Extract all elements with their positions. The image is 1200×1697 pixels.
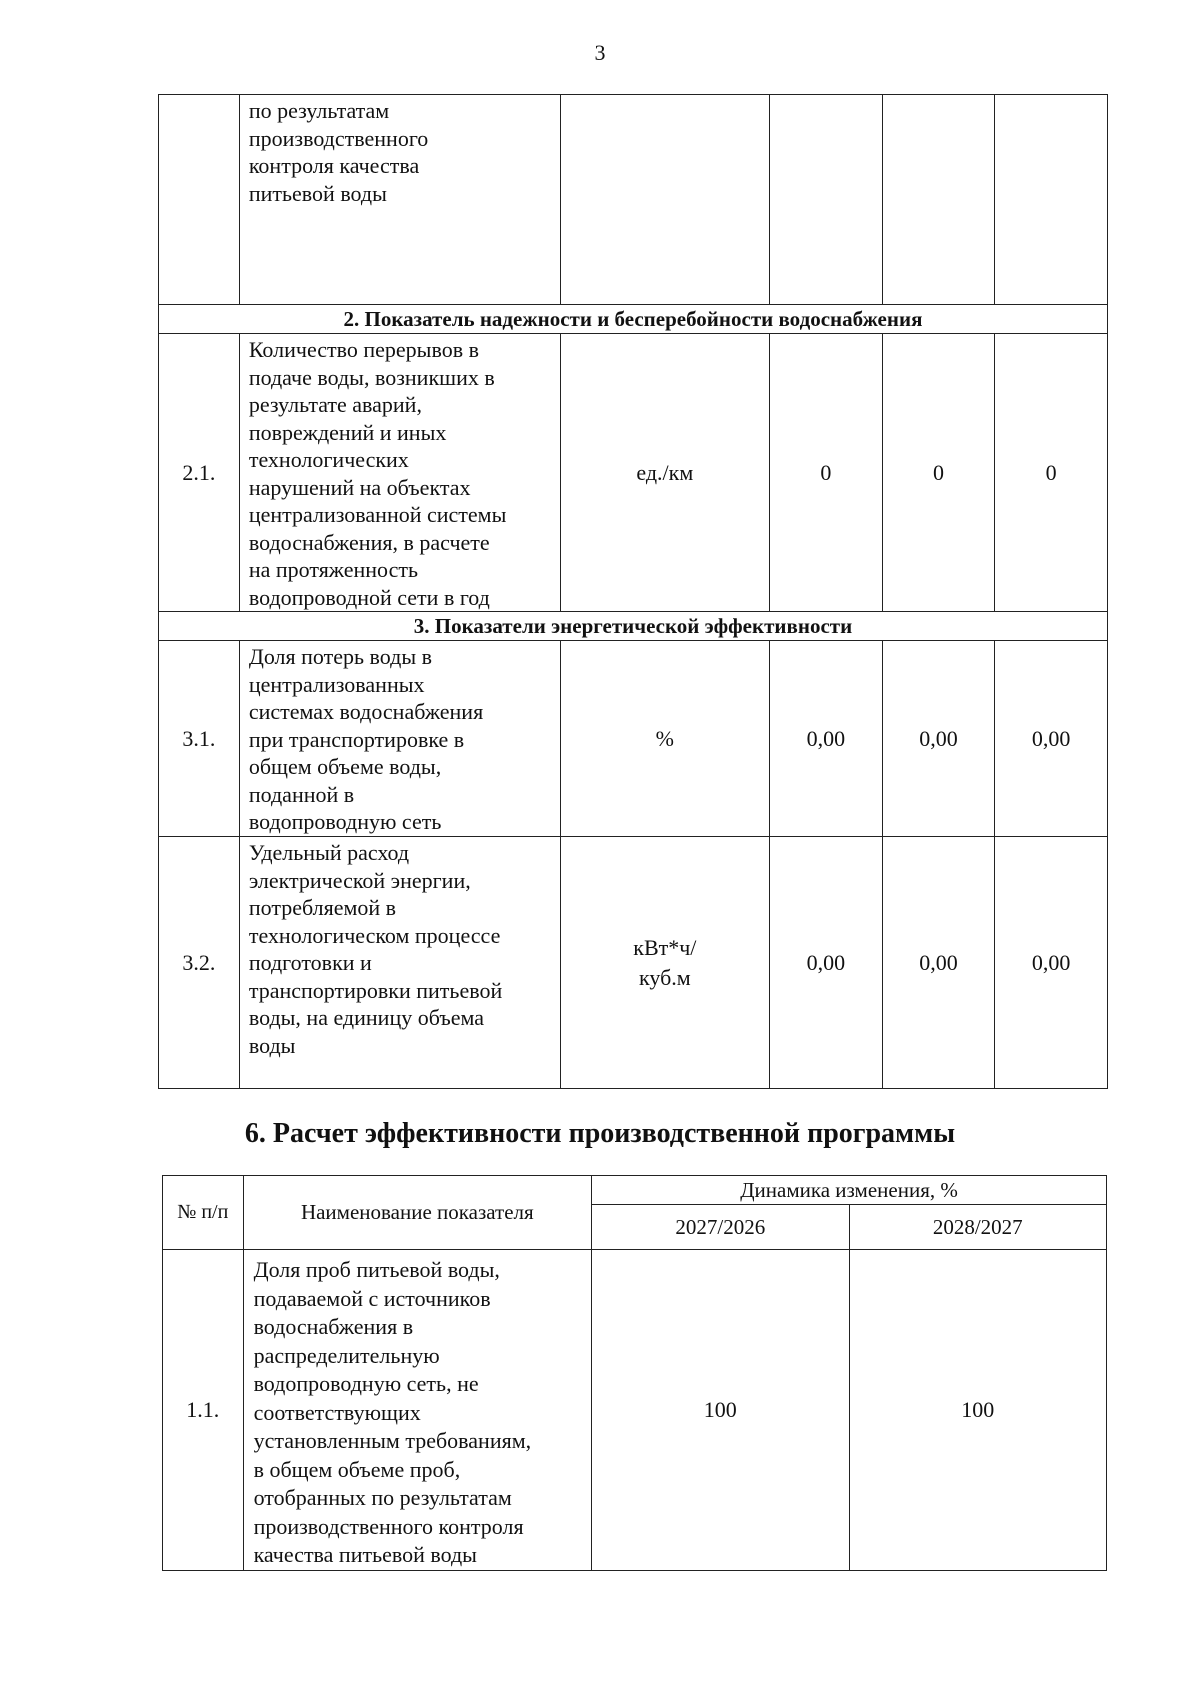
text-line: Доля потерь воды в	[248, 644, 433, 669]
text-line: электрической энергии,	[248, 867, 471, 893]
value-cell	[995, 95, 1108, 305]
value-cell: 0	[770, 334, 883, 612]
value-cell: 0,00	[995, 641, 1108, 837]
text-line: водопроводную сеть	[248, 809, 442, 834]
text-line: поданной в	[248, 781, 355, 807]
text-line: при транспортировке в	[248, 726, 465, 752]
row-number: 3.1.	[159, 641, 240, 837]
header-row	[163, 1176, 1107, 1205]
table-row	[159, 334, 1108, 612]
col-header-year: 2027/2026	[592, 1205, 849, 1250]
text-line: в общем объеме проб,	[253, 1456, 461, 1482]
text-line: технологическом процессе	[248, 922, 501, 948]
col-header-name: Наименование показателя	[243, 1176, 592, 1250]
indicator-name-cell	[239, 95, 560, 305]
text-line: нарушений на объектах	[248, 474, 471, 500]
row-number: 1.1.	[163, 1250, 244, 1571]
text-line: Количество перерывов в	[248, 337, 479, 362]
text-line: распределительную	[253, 1342, 440, 1368]
text-line: качества питьевой воды	[253, 1542, 477, 1567]
col-header-number: № п/п	[163, 1176, 244, 1250]
text-line: водопроводную сеть, не	[253, 1371, 479, 1396]
unit-cell	[560, 95, 769, 305]
text-line: по результатам	[248, 98, 390, 123]
value-cell: 0,00	[770, 641, 883, 837]
text-line: результате аварий,	[248, 392, 422, 417]
value-cell: 0	[882, 334, 995, 612]
value-cell: 100	[592, 1250, 849, 1571]
text-line: подаче воды, возникших в	[248, 364, 495, 390]
text-line: водоснабжения, в расчете	[248, 529, 490, 555]
text-line: централизованных	[248, 671, 425, 697]
table-row	[163, 1250, 1107, 1571]
value-cell	[770, 95, 883, 305]
section-header-row	[159, 612, 1108, 641]
value-cell: 0,00	[770, 837, 883, 1089]
value-cell: 0,00	[882, 837, 995, 1089]
value-cell	[882, 95, 995, 305]
table-row	[159, 95, 1108, 305]
row-number: 2.1.	[159, 334, 240, 612]
text-line: производственного	[248, 125, 429, 151]
unit-line: куб.м	[638, 964, 691, 990]
unit-cell: ед./км	[560, 334, 769, 612]
section-title: 2. Показатель надежности и бесперебойности водоснабжения	[159, 305, 1108, 334]
indicator-name-cell	[239, 641, 560, 837]
text-line: соответствующих	[253, 1399, 421, 1425]
text-line: производственного контроля	[253, 1513, 524, 1539]
value-cell: 100	[849, 1250, 1106, 1571]
row-number-cell	[159, 95, 240, 305]
text-line: подаваемой с источников	[253, 1285, 491, 1311]
value-cell: 0,00	[995, 837, 1108, 1089]
value-cell: 0	[995, 334, 1108, 612]
text-line: транспортировки питьевой	[248, 977, 503, 1003]
text-line: Удельный расход	[248, 840, 410, 865]
indicator-name-cell	[239, 334, 560, 612]
unit-cell	[560, 837, 769, 1089]
text-line: технологических	[248, 447, 409, 472]
indicator-name-cell	[239, 837, 560, 1089]
text-line: водопроводной сети в год	[248, 584, 490, 610]
value-cell: 0,00	[882, 641, 995, 837]
text-line: централизованной системы	[248, 502, 507, 527]
text-line: воды, на единицу объема	[248, 1005, 485, 1030]
unit-line: кВт*ч/	[633, 934, 697, 960]
text-line: питьевой воды	[248, 180, 387, 206]
text-line: воды	[248, 1032, 296, 1058]
text-line: установленным требованиям,	[253, 1428, 532, 1453]
section-heading: 6. Расчет эффективности производственной программы	[244, 1118, 956, 1149]
section-header-row	[159, 305, 1108, 334]
col-header-year: 2028/2027	[849, 1205, 1106, 1250]
indicator-name-cell	[243, 1250, 592, 1571]
text-line: водоснабжения в	[253, 1314, 414, 1339]
text-line: Доля проб питьевой воды,	[253, 1257, 500, 1282]
section-title: 3. Показатели энергетической эффективности	[159, 612, 1108, 641]
table-row	[159, 837, 1108, 1089]
text-line: подготовки и	[248, 950, 372, 975]
text-line: системах водоснабжения	[248, 699, 484, 724]
text-line: отобранных по результатам	[253, 1485, 512, 1510]
text-line: на протяженность	[248, 557, 418, 582]
text-line: повреждений и иных	[248, 419, 447, 445]
table-row	[159, 641, 1108, 837]
text-line: потребляемой в	[248, 895, 397, 920]
unit-cell: %	[560, 641, 769, 837]
efficiency-table	[162, 1175, 1107, 1571]
page-number: 3	[594, 40, 606, 65]
row-number: 3.2.	[159, 837, 240, 1089]
text-line: общем объеме воды,	[248, 754, 442, 779]
col-header-dynamics: Динамика изменения, %	[592, 1176, 1107, 1205]
indicators-table	[158, 94, 1108, 1089]
text-line: контроля качества	[248, 153, 420, 178]
